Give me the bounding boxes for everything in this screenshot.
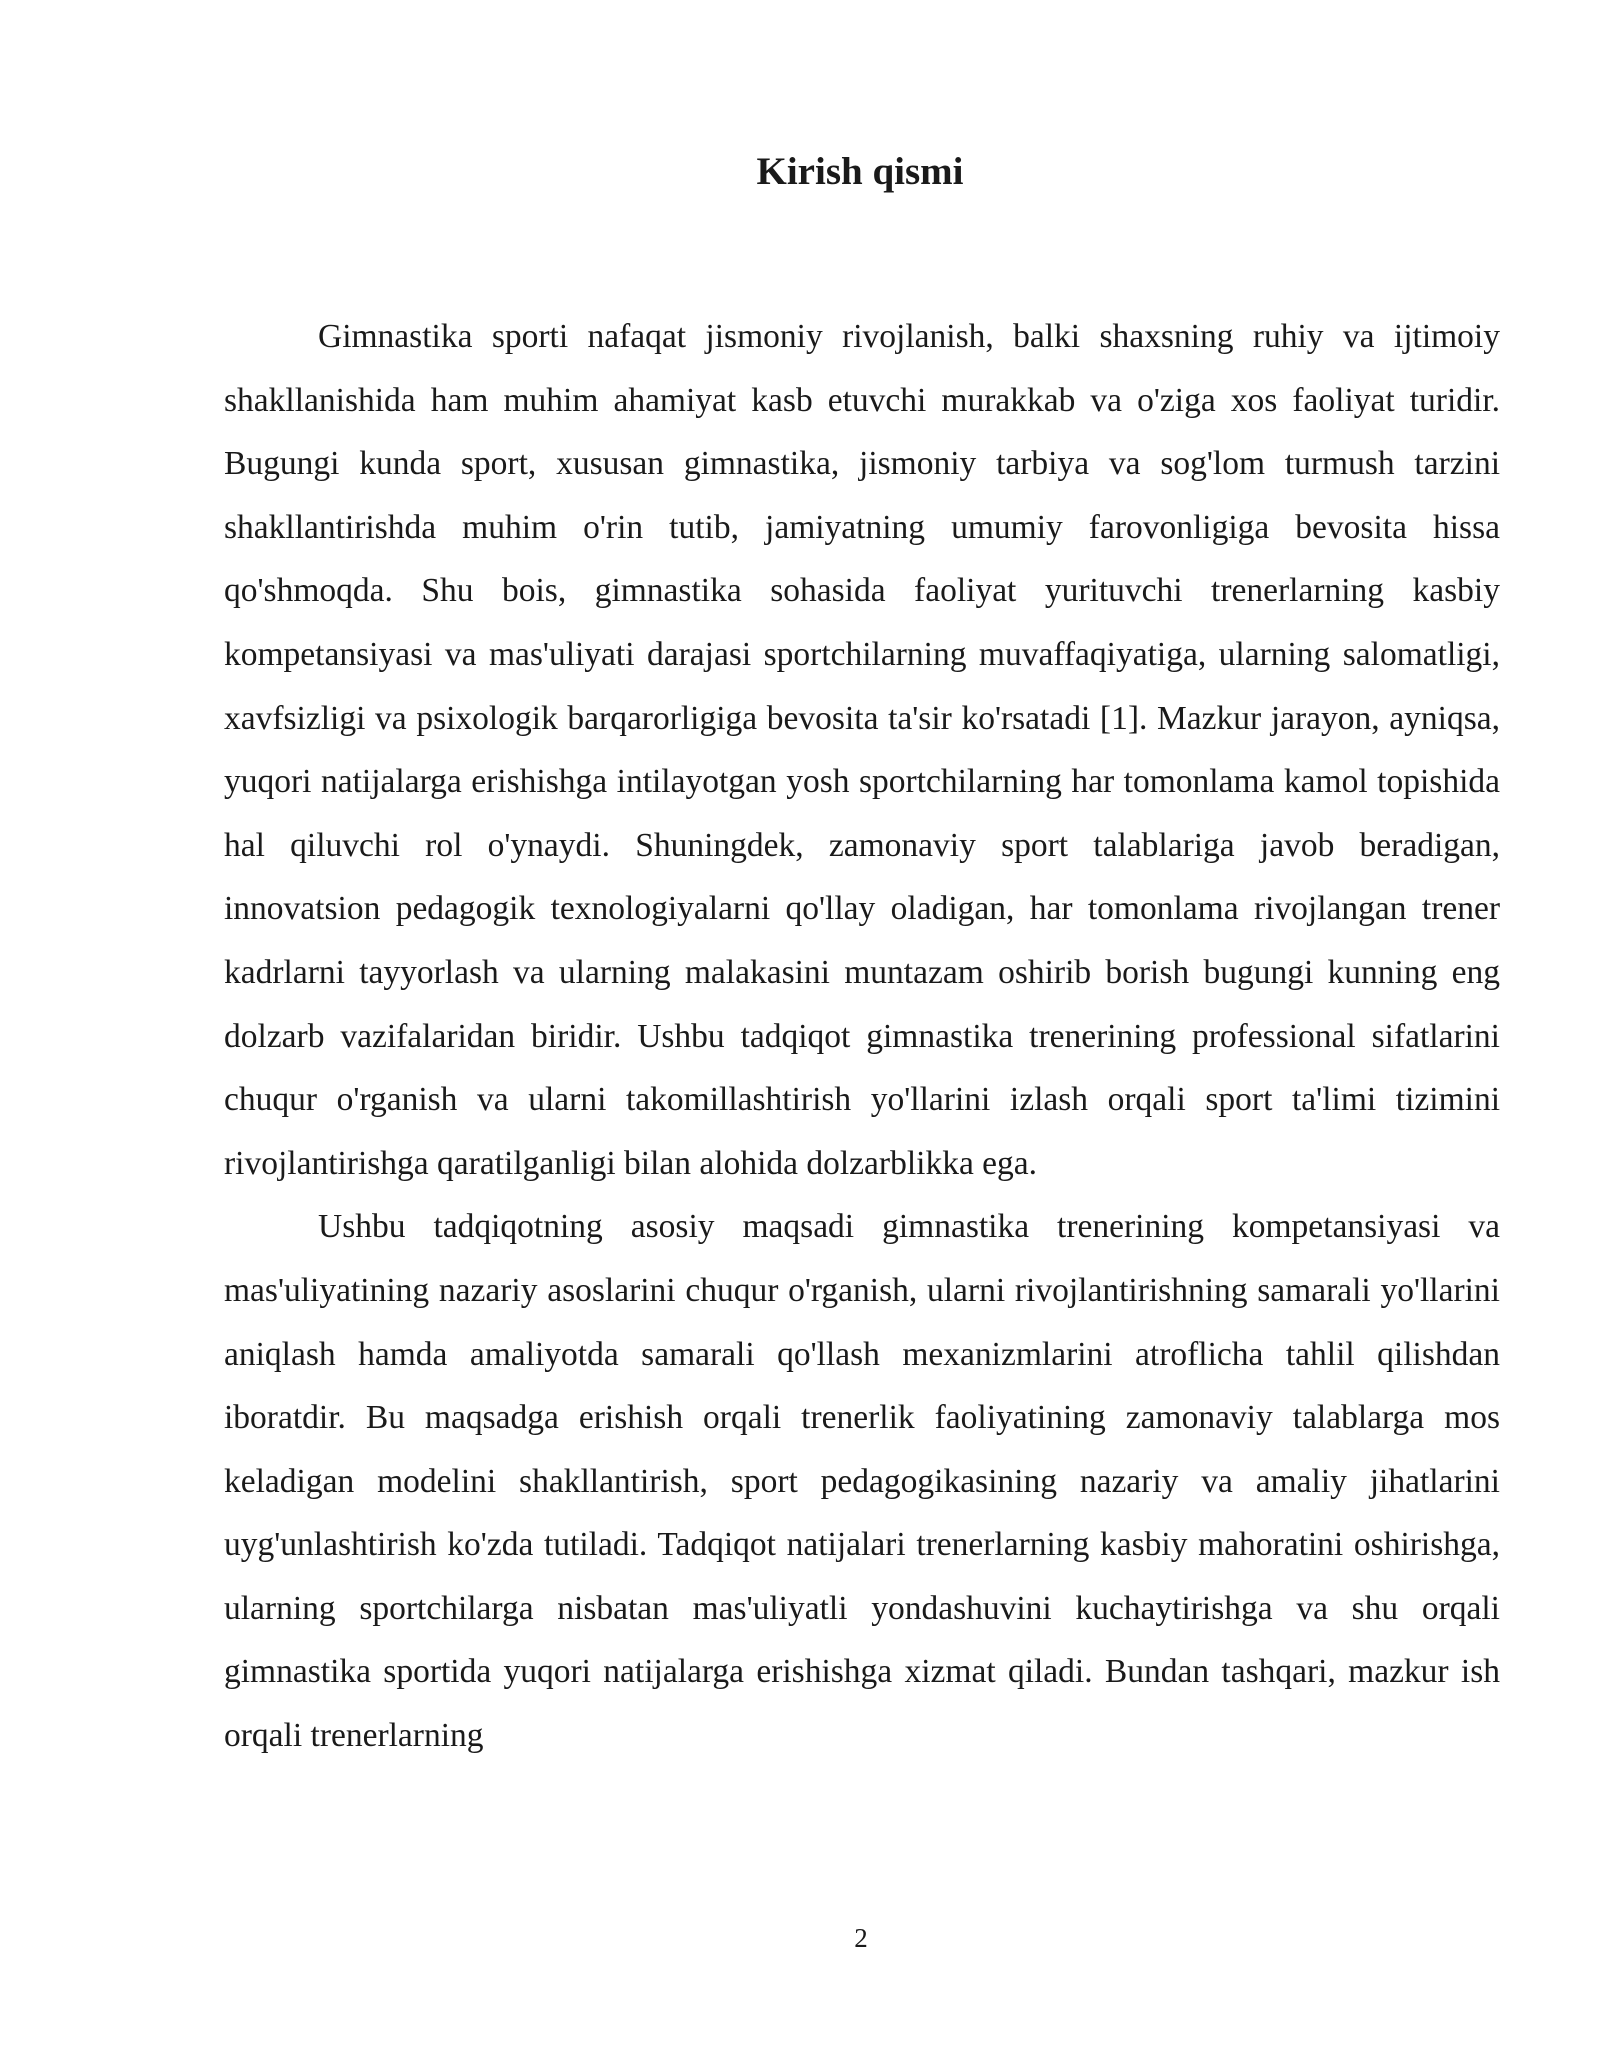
paragraph-intro: Gimnastika sporti nafaqat jismoniy rivojlanish, balki shaxsning ruhiy va ijtimoiy shakllanishida ham muhim ahamiyat kasb etuvchi murakkab va o'ziga xos faoliyat turidir. Bugungi kunda sport, xususan gimnastika, jismoniy tarbiya va sog'lom turmush tarzini shakllantirishda muhim o'rin tutib, jamiyatning umumiy farovonligiga bevosita hissa qo'shmoqda. Shu bois, gimnastika sohasida faoliyat yurituvchi trenerlarning kasbiy kompetansiyasi va mas'uliyati darajasi sportchilarning muvaffaqiyatiga, ularning salomatligi, xavfsizligi va psixologik barqarorligiga bevosita ta'sir ko'rsatadi [1]. Mazkur jarayon, ayniqsa, yuqori natijalarga erishishga intilayotgan yosh sportchilarning har tomonlama kamol topishida hal qiluvchi rol o'ynaydi. Shuningdek, zamonaviy sport talablariga javob beradigan, innovatsion pedagogik texnologiyalarni qo'llay oladigan, har tomonlama rivojlangan trener kadrlarni tayyorlash va ularning malakasini muntazam oshirib borish bugungi kunning eng dolzarb vazifalaridan biridir. Ushbu tadqiqot gimnastika trenerining professional sifatlarini chuqur o'rganish va ularni takomillashtirish yo'llarini izlash orqali sport ta'limi tizimini rivojlantirishga qaratilganligi bilan alohida dolzarblikka ega. <box>224 318 1500 1182</box>
paragraph-purpose: Ushbu tadqiqotning asosiy maqsadi gimnastika trenerining kompetansiyasi va mas'uliyatining nazariy asoslarini chuqur o'rganish, ularni rivojlantirishning samarali yo'llarini aniqlash hamda amaliyotda samarali qo'llash mexanizmlarini atroflicha tahlil qilishdan iboratdir. Bu maqsadga erishish orqali trenerlik faoliyatining zamonaviy talablarga mos keladigan modelini shakllantirish, sport pedagogikasining nazariy va amaliy jihatlarini uyg'unlashtirish ko'zda tutiladi. Tadqiqot natijalari trenerlarning kasbiy mahoratini oshirishga, ularning sportchilarga nisbatan mas'uliyatli yondashuvini kuchaytirishga va shu orqali gimnastika sportida yuqori natijalarga erishishga xizmat qiladi. Bundan tashqari, mazkur ish orqali trenerlarning <box>224 1208 1500 1755</box>
body-text <box>224 305 1500 1768</box>
page-number: 2 <box>854 1923 868 1953</box>
page-title: Kirish qismi <box>756 150 964 193</box>
